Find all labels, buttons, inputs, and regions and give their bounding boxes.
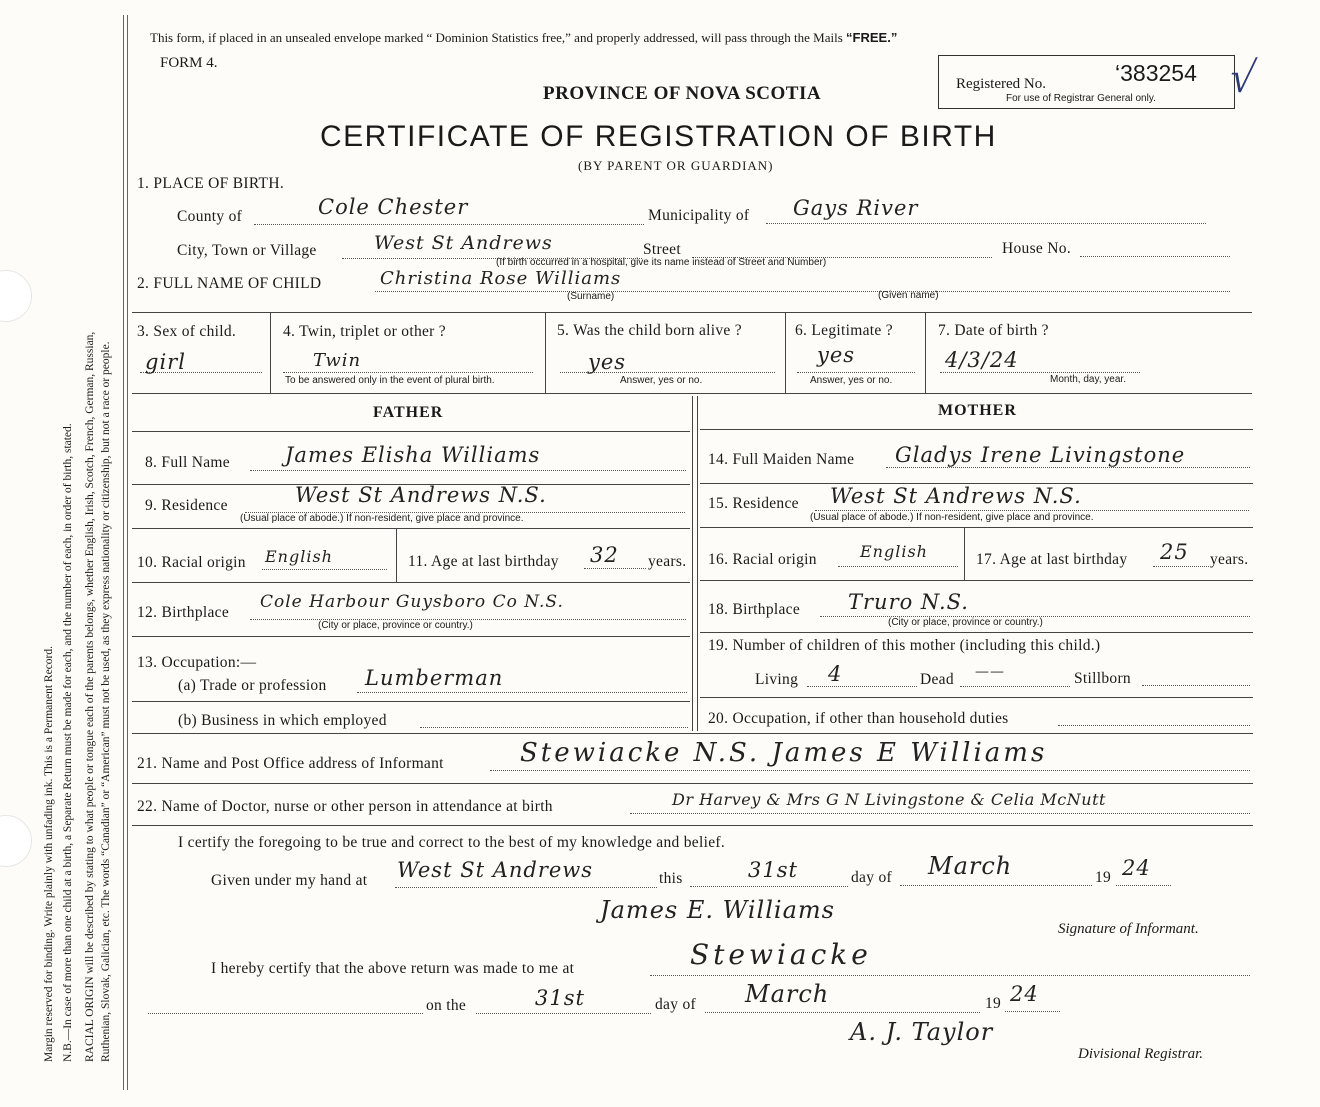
mother-age-label: 17. Age at last birthday bbox=[976, 551, 1128, 568]
municipality-label: Municipality of bbox=[648, 207, 750, 224]
registered-checkmark: √ bbox=[1225, 53, 1259, 102]
stillborn-label: Stillborn bbox=[1074, 670, 1131, 687]
mother-rule-4 bbox=[700, 580, 1253, 581]
mother-residence-note: (Usual place of abode.) If non-resident, give place and province. bbox=[810, 512, 1094, 523]
house-line bbox=[1080, 256, 1230, 257]
child-box-div-2 bbox=[545, 312, 546, 393]
sex-label: 3. Sex of child. bbox=[137, 323, 237, 340]
mother-name-label: 14. Full Maiden Name bbox=[708, 451, 855, 468]
mail-note-free: “FREE.” bbox=[846, 30, 898, 45]
child-box-div-4 bbox=[925, 312, 926, 393]
county-label: County of bbox=[177, 208, 243, 225]
mother-rule-6 bbox=[700, 697, 1253, 698]
mother-rule-5 bbox=[700, 632, 1253, 633]
dob-note: Month, day, year. bbox=[1050, 374, 1126, 385]
father-race-label: 10. Racial origin bbox=[137, 554, 246, 571]
mother-rule-1 bbox=[700, 429, 1253, 430]
divisional-registrar-label: Divisional Registrar. bbox=[1078, 1046, 1204, 1062]
doctor-rule bbox=[132, 825, 1253, 826]
twin-note: To be answered only in the event of plural birth. bbox=[285, 375, 495, 386]
registered-number: ‘383254 bbox=[1115, 60, 1197, 86]
legitimate-value: yes bbox=[817, 343, 856, 367]
mother-age-line bbox=[1153, 566, 1209, 567]
house-label: House No. bbox=[1002, 240, 1071, 257]
father-race-line bbox=[262, 569, 387, 570]
child-box-div-3 bbox=[785, 312, 786, 393]
father-age-line bbox=[584, 568, 646, 569]
registrar-signature: A. J. Taylor bbox=[850, 1018, 994, 1046]
mother-rule-3 bbox=[700, 527, 1253, 528]
mother-race-label: 16. Racial origin bbox=[708, 551, 817, 568]
father-rule-6 bbox=[132, 701, 690, 702]
place-heading: 1. PLACE OF BIRTH. bbox=[137, 175, 284, 192]
father-heading: FATHER bbox=[373, 404, 444, 421]
mail-note-text: This form, if placed in an unsealed envelope marked “ Dominion Statistics free,” and properly addressed, will pass through the Mails bbox=[150, 30, 843, 45]
children-count-label: 19. Number of children of this mother (including this child.) bbox=[708, 637, 1101, 654]
mother-heading: MOTHER bbox=[938, 402, 1017, 419]
father-business-line bbox=[420, 727, 688, 728]
certificate-subtitle: (BY PARENT OR GUARDIAN) bbox=[578, 158, 774, 173]
given-place-line bbox=[395, 887, 657, 888]
certify-statement: I certify the foregoing to be true and correct to the best of my knowledge and belief. bbox=[178, 834, 726, 851]
punch-hole-top bbox=[0, 270, 32, 322]
year-value: 24 bbox=[1122, 856, 1151, 880]
alive-label: 5. Was the child born alive ? bbox=[557, 322, 742, 339]
on-the-label: on the bbox=[426, 997, 467, 1014]
legitimate-label: 6. Legitimate ? bbox=[795, 322, 893, 339]
father-residence-note: (Usual place of abode.) If non-resident, give place and province. bbox=[240, 513, 524, 524]
mother-occupation-line bbox=[1058, 725, 1250, 726]
margin-note-4: Ruthenian, Slovak, Galician, etc. The words “Canadian” or “American” must not be used, as they express nationality or citizenship, but not a race or people. bbox=[100, 341, 112, 1062]
reg-year-value: 24 bbox=[1010, 982, 1039, 1006]
father-name-value: James Elisha Williams bbox=[285, 443, 541, 467]
reg-year-line bbox=[1005, 1011, 1060, 1012]
dead-line bbox=[960, 686, 1070, 687]
day-of-label: day of bbox=[851, 869, 892, 886]
mother-race-line bbox=[838, 566, 958, 567]
mother-birthplace-value: Truro N.S. bbox=[848, 590, 969, 614]
father-residence-label: 9. Residence bbox=[145, 497, 228, 514]
given-name-note: (Given name) bbox=[878, 290, 939, 301]
father-name-label: 8. Full Name bbox=[145, 454, 230, 471]
province-heading: PROVINCE OF NOVA SCOTIA bbox=[543, 83, 822, 104]
informant-value: Stewiacke N.S. James E Williams bbox=[520, 738, 1048, 768]
father-business-label: (b) Business in which employed bbox=[178, 712, 387, 729]
father-birthplace-value: Cole Harbour Guysboro Co N.S. bbox=[260, 592, 564, 612]
on-the-leading-line bbox=[148, 1013, 423, 1014]
father-age-value: 32 bbox=[590, 543, 619, 567]
mother-occupation-label: 20. Occupation, if other than household duties bbox=[708, 710, 1009, 727]
surname-note: (Surname) bbox=[567, 291, 615, 302]
registrar-use-note: For use of Registrar General only. bbox=[1006, 93, 1156, 104]
father-residence-value: West St Andrews N.S. bbox=[295, 483, 547, 507]
mother-residence-label: 15. Residence bbox=[708, 495, 799, 512]
child-box-div-1 bbox=[270, 312, 271, 393]
informant-line bbox=[490, 770, 1250, 771]
father-occupation-label: 13. Occupation:— bbox=[137, 654, 257, 671]
county-value: Cole Chester bbox=[318, 195, 469, 219]
father-race-divider bbox=[396, 528, 397, 582]
registered-label: Registered No. bbox=[956, 76, 1046, 92]
reg-month-line bbox=[705, 1012, 980, 1013]
mother-birthplace-label: 18. Birthplace bbox=[708, 601, 801, 618]
mail-note bbox=[150, 30, 897, 46]
dob-line bbox=[940, 372, 1140, 373]
twin-label: 4. Twin, triplet or other ? bbox=[283, 323, 446, 340]
reg-month-value: March bbox=[745, 980, 830, 1008]
living-value: 4 bbox=[828, 662, 843, 686]
child-name-value: Christina Rose Williams bbox=[380, 268, 622, 289]
margin-note-3: RACIAL ORIGIN will be described by stating to what people or tongue each of the parents belongs, whether English, Irish, Scotch, French, German, Russian, bbox=[84, 331, 96, 1062]
doctor-value: Dr Harvey & Mrs G N Livingstone & Celia McNutt bbox=[672, 790, 1106, 809]
reg-day-of-label: day of bbox=[655, 996, 696, 1013]
father-race-value: English bbox=[265, 547, 333, 566]
sex-value: girl bbox=[145, 350, 186, 374]
signature-informant-label: Signature of Informant. bbox=[1058, 921, 1199, 937]
mother-race-value: English bbox=[860, 542, 928, 561]
month-value: March bbox=[928, 852, 1013, 880]
dob-value: 4/3/24 bbox=[945, 348, 1019, 372]
parent-divider-2 bbox=[697, 396, 698, 731]
legitimate-note: Answer, yes or no. bbox=[810, 375, 893, 386]
given-place-value: West St Andrews bbox=[397, 858, 594, 882]
father-rule-4 bbox=[132, 582, 690, 583]
dead-label: Dead bbox=[920, 671, 954, 688]
twin-value: Twin bbox=[313, 350, 362, 371]
reg-day-line bbox=[476, 1013, 651, 1014]
day-value: 31st bbox=[748, 858, 798, 882]
father-birthplace-note: (City or place, province or country.) bbox=[318, 620, 473, 631]
child-name-line bbox=[375, 291, 1230, 292]
punch-hole-bottom bbox=[0, 815, 32, 867]
mother-years-label: years. bbox=[1210, 551, 1249, 568]
parent-divider-1 bbox=[692, 396, 693, 731]
child-box-bottom bbox=[132, 393, 1252, 394]
margin-note-1: Margin reserved for binding. Write plainly with unfading ink. This is a Permanent Record. bbox=[43, 645, 55, 1062]
mother-age-value: 25 bbox=[1160, 540, 1189, 564]
mother-birthplace-note: (City or place, province or country.) bbox=[888, 617, 1043, 628]
hospital-note: (If birth occurred in a hospital, give its name instead of Street and Number) bbox=[496, 257, 827, 268]
child-name-label: 2. FULL NAME OF CHILD bbox=[137, 275, 322, 292]
mother-name-value: Gladys Irene Livingstone bbox=[895, 443, 1186, 467]
father-name-line bbox=[250, 470, 686, 471]
dob-label: 7. Date of birth ? bbox=[938, 322, 1049, 339]
reg-year-prefix: 19 bbox=[985, 995, 1002, 1012]
city-label: City, Town or Village bbox=[177, 242, 317, 259]
living-label: Living bbox=[755, 671, 799, 688]
father-birthplace-label: 12. Birthplace bbox=[137, 604, 230, 621]
certificate-title: CERTIFICATE OF REGISTRATION OF BIRTH bbox=[320, 120, 997, 153]
month-line bbox=[900, 885, 1092, 886]
mother-residence-value: West St Andrews N.S. bbox=[830, 484, 1082, 508]
father-rule-1 bbox=[132, 431, 690, 432]
county-line bbox=[254, 224, 644, 225]
street-label: Street bbox=[643, 241, 681, 258]
binding-margin-line-2 bbox=[127, 15, 128, 1090]
mother-residence-line bbox=[815, 510, 1249, 511]
parents-bottom-rule bbox=[132, 733, 1253, 734]
reg-day-value: 31st bbox=[535, 986, 585, 1010]
this-label: this bbox=[659, 870, 683, 887]
father-trade-label: (a) Trade or profession bbox=[178, 677, 327, 694]
form-number: FORM 4. bbox=[160, 55, 218, 71]
binding-margin-line bbox=[123, 15, 124, 1090]
doctor-line bbox=[630, 813, 1250, 814]
registrar-place-line bbox=[650, 975, 1250, 976]
alive-note: Answer, yes or no. bbox=[620, 375, 703, 386]
father-years-label: years. bbox=[648, 553, 687, 570]
father-rule-5 bbox=[132, 636, 690, 637]
day-line bbox=[690, 886, 848, 887]
father-rule-3 bbox=[132, 528, 690, 529]
informant-label: 21. Name and Post Office address of Informant bbox=[137, 755, 444, 772]
year-line bbox=[1116, 885, 1171, 886]
municipality-line bbox=[766, 223, 1206, 224]
father-trade-line bbox=[357, 692, 687, 693]
registrar-place-value: Stewiacke bbox=[690, 938, 872, 971]
margin-note-2: N.B.—In case of more than one child at a birth, a Separate Return must be made for each, and the number of each, in order of birth, stated. bbox=[62, 423, 74, 1062]
alive-value: yes bbox=[588, 350, 627, 374]
given-label: Given under my hand at bbox=[211, 872, 368, 889]
city-value: West St Andrews bbox=[374, 232, 553, 254]
twin-line bbox=[283, 372, 533, 373]
father-trade-value: Lumberman bbox=[365, 666, 504, 690]
mother-race-divider bbox=[964, 527, 965, 580]
year-prefix: 19 bbox=[1095, 869, 1112, 886]
legitimate-line bbox=[797, 372, 915, 373]
living-line bbox=[807, 686, 917, 687]
municipality-value: Gays River bbox=[793, 196, 919, 220]
registrar-statement: I hereby certify that the above return was made to me at bbox=[211, 960, 575, 977]
child-box-top bbox=[132, 312, 1252, 313]
informant-rule bbox=[132, 783, 1253, 784]
informant-signature: James E. Williams bbox=[600, 896, 835, 924]
dead-value: —— bbox=[975, 664, 1005, 680]
mother-name-line bbox=[886, 467, 1250, 468]
stillborn-line bbox=[1142, 685, 1250, 686]
doctor-label: 22. Name of Doctor, nurse or other person in attendance at birth bbox=[137, 798, 553, 815]
father-age-label: 11. Age at last birthday bbox=[408, 553, 559, 570]
